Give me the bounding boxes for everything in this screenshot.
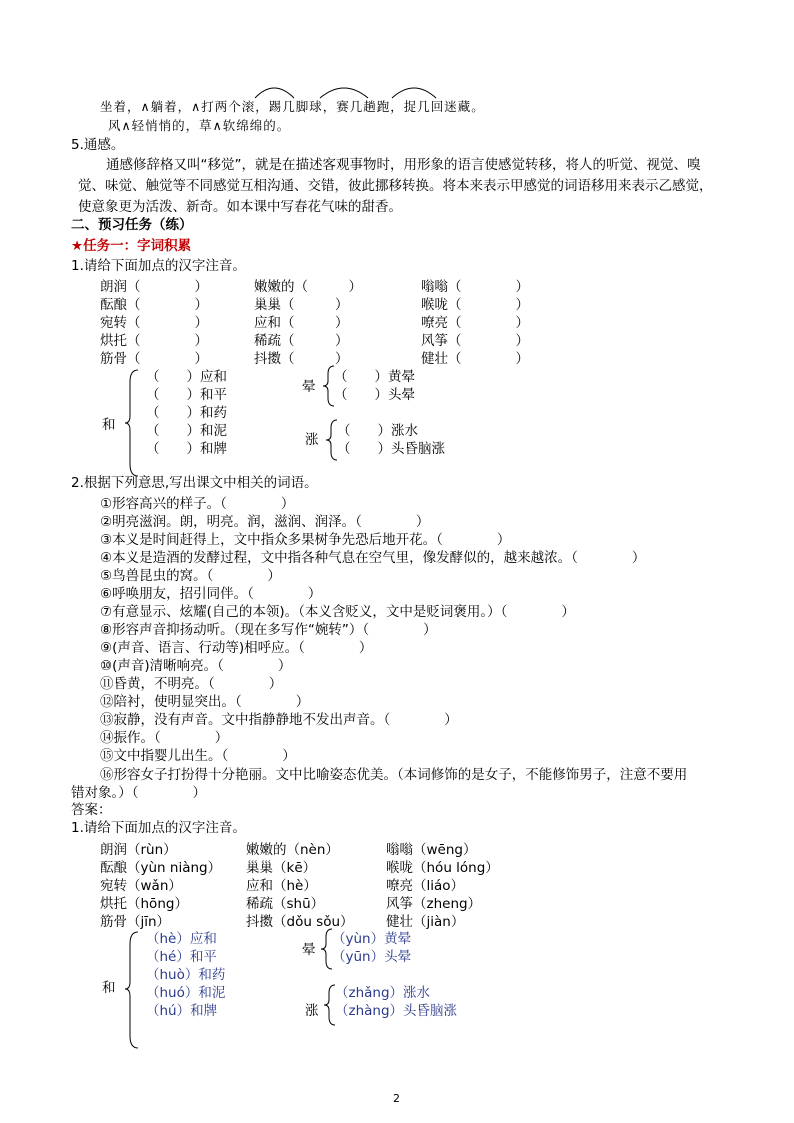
q2-heading: 2.根据下列意思,写出课文中相关的词语。 — [71, 475, 318, 491]
answer-cell: 嘹亮（liáo） — [386, 878, 465, 894]
zhang-item: （ ）涨水 — [337, 423, 418, 439]
q1-cell: 风筝（ ） — [421, 333, 529, 349]
q2-item: ④本义是造酒的发酵过程，文中指各种气息在空气里，像发酵似的，越来越浓。（ ） — [100, 550, 646, 566]
he-item: （ ）和泥 — [146, 423, 227, 439]
q1-cell: 烘托（ ） — [100, 333, 208, 349]
zhang-char: 涨 — [305, 432, 319, 448]
page-number: 2 — [393, 1092, 400, 1105]
answers-heading: 1.请给下面加点的汉字注音。 — [71, 820, 246, 836]
answer-cell: 风筝（zheng） — [386, 896, 482, 912]
answer-yun-item: （yùn）黄晕 — [332, 931, 412, 947]
he-item: （ ）应和 — [146, 369, 227, 385]
zhang-item: （ ）头昏脑涨 — [337, 441, 445, 457]
brace-icon — [124, 368, 140, 478]
q2-item: ⑯形容女子打扮得十分艳丽。文中比喻姿态优美。（本词修饰的是女子，不能修饰男子，注意不要用 — [100, 767, 688, 783]
answer-cell: 酝酿（yùn niàng） — [100, 860, 222, 876]
q2-item-continuation: 错对象。）（ ） — [71, 785, 206, 801]
q1-cell: 稀疏（ ） — [254, 333, 349, 349]
q2-item: ⑮文中指婴儿出生。（ ） — [100, 748, 296, 764]
part2-heading: 二、预习任务（练） — [71, 217, 193, 233]
answer-he-item: （hè）应和 — [146, 931, 217, 947]
q1-cell: 应和（ ） — [254, 315, 349, 331]
task1-heading: ★任务一：字词积累 — [71, 238, 192, 254]
answers-label: 答案： — [71, 802, 112, 818]
q1-cell: 宛转（ ） — [100, 315, 208, 331]
q2-item: ⑩(声音)清晰响亮。（ ） — [100, 658, 292, 674]
answer-cell: 筋骨（jīn） — [100, 914, 171, 930]
yun-char: 晕 — [302, 379, 316, 395]
answer-zhang-char: 涨 — [305, 1003, 319, 1019]
answer-cell: 宛转（wǎn） — [100, 878, 182, 894]
q1-cell: 嘹亮（ ） — [421, 315, 529, 331]
q2-item: ⑤鸟兽昆虫的窝。（ ） — [100, 568, 281, 584]
answer-he-char: 和 — [102, 980, 116, 996]
answer-yun-item: （yūn）头晕 — [332, 949, 412, 965]
section5-paragraph: 通感修辞格又叫“移觉”，就是在描述客观事物时，用形象的语言使感觉转移，将人的听觉、视觉、嗅觉、味觉、触觉等不同感觉互相沟通、交错，彼此挪移转换。将本来表示甲感觉的词语移用来表示乙感觉，使意象更为活泼、新奇。如本课中写春花气味的甜香。 — [78, 157, 713, 215]
answer-he-item: （hé）和平 — [146, 949, 217, 965]
q1-cell: 健壮（ ） — [421, 351, 529, 367]
answer-cell: 健壮（jiàn） — [386, 914, 465, 930]
q2-item: ②明亮滋润。朗，明亮。润，滋润、润泽。（ ） — [100, 514, 430, 530]
q1-heading: 1.请给下面加点的汉字注音。 — [71, 258, 246, 274]
he-char: 和 — [102, 417, 116, 433]
q2-item: ⑥呼唤朋友，招引同伴。（ ） — [100, 586, 322, 602]
q2-item: ③本义是时间赶得上，文中指众多果树争先恐后地开花。（ ） — [100, 532, 511, 548]
q1-cell: 朗润（ ） — [100, 279, 208, 295]
intro-line-1: 坐着，∧躺着，∧打两个滚，踢几脚球，赛几趟跑，捉几回迷藏。 — [100, 99, 485, 114]
q1-cell: 筋骨（ ） — [100, 351, 208, 367]
brace-icon — [124, 930, 140, 1050]
answer-he-item: （huó）和泥 — [146, 985, 226, 1001]
answer-cell: 巢巢（kē） — [246, 860, 317, 876]
he-item: （ ）和牌 — [146, 441, 227, 457]
answer-he-item: （hú）和牌 — [146, 1003, 218, 1019]
q2-item: ⑫陪衬，使明显突出。（ ） — [100, 694, 310, 710]
answer-cell: 朗润（rùn） — [100, 842, 177, 858]
answer-cell: 稀疏（shū） — [246, 896, 325, 912]
answer-cell: 抖擞（dǒu sǒu） — [246, 914, 354, 930]
q2-item: ①形容高兴的样子。（ ） — [100, 496, 295, 512]
q1-cell: 酝酿（ ） — [100, 297, 208, 313]
q1-cell: 嗡嗡（ ） — [421, 279, 529, 295]
answer-cell: 烘托（hōng） — [100, 896, 188, 912]
he-item: （ ）和药 — [146, 405, 227, 421]
q2-item: ⑭振作。（ ） — [100, 730, 229, 746]
answer-cell: 嗡嗡（wēng） — [386, 842, 477, 858]
q2-item: ⑧形容声音抑扬动听。（现在多写作“婉转”）（ ） — [100, 622, 437, 638]
answer-he-item: （huò）和药 — [146, 967, 226, 983]
he-item: （ ）和平 — [146, 387, 227, 403]
q2-item: ⑪昏黄，不明亮。（ ） — [100, 676, 283, 692]
q2-item: ⑨(声音、语言、行动等)相呼应。（ ） — [100, 640, 373, 656]
yun-item: （ ）黄晕 — [334, 369, 415, 385]
q2-item: ⑦有意显示、炫耀(自己的本领)。（本义含贬义，文中是贬词褒用。）（ ） — [100, 604, 575, 620]
q1-cell: 抖擞（ ） — [254, 351, 349, 367]
answer-cell: 嫩嫩的（nèn） — [246, 842, 339, 858]
q2-item: ⑬寂静，没有声音。文中指静静地不发出声音。（ ） — [100, 712, 458, 728]
section5-heading: 5.通感。 — [71, 137, 125, 153]
q1-cell: 嫩嫩的（ ） — [254, 279, 362, 295]
intro-line-2: 风∧轻悄悄的，草∧软绵绵的。 — [108, 118, 291, 133]
answer-yun-char: 晕 — [302, 942, 316, 958]
answer-cell: 应和（hè） — [246, 878, 317, 894]
answer-zhang-item: （zhàng）头昏脑涨 — [335, 1003, 458, 1019]
answer-zhang-item: （zhǎng）涨水 — [335, 985, 431, 1001]
yun-item: （ ）头晕 — [334, 387, 415, 403]
q1-cell: 巢巢（ ） — [254, 297, 349, 313]
q1-cell: 喉咙（ ） — [421, 297, 529, 313]
answer-cell: 喉咙（hóu lóng） — [386, 860, 499, 876]
